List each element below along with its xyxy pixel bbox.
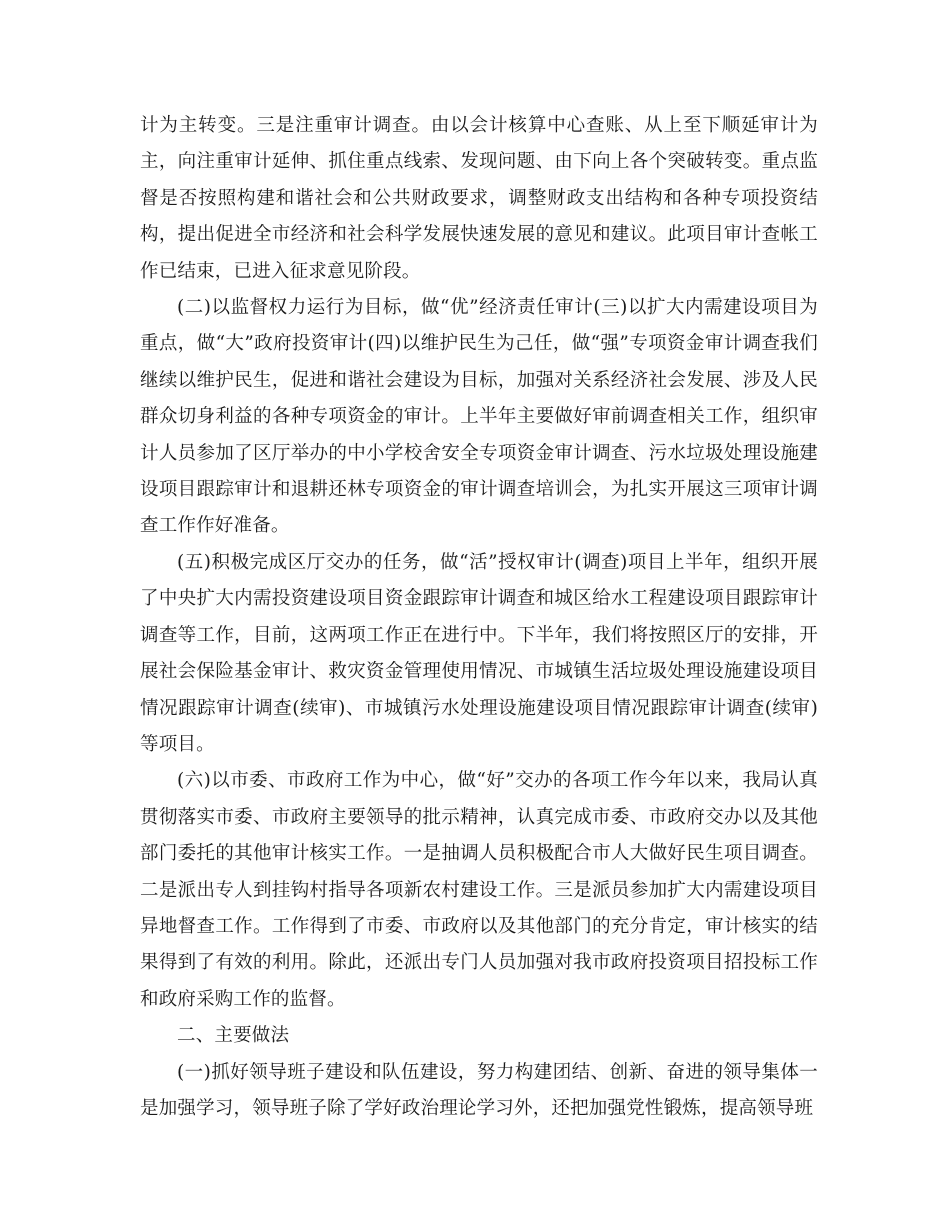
paragraph-5: (一)抓好领导班子建设和队伍建设，努力构建团结、创新、奋进的领导集体一是加强学习，领导班子除了学好政治理论学习外，还把加强党性锻炼，提高领导班 bbox=[140, 1061, 818, 1119]
paragraph-2: (二)以监督权力运行为目标，做“优”经济责任审计(三)以扩大内需建设项目为重点，做“大”政府投资审计(四)以维护民生为己任，做“强”专项资金审计调查我们继续以维护民生，促进和谐社会建设为目标，加强对关系经济社会发展、涉及人民群众切身利益的各种专项资金的审计。上半年主要做好审前调查相关工作，组织审计人员参加了区厅举办的中小学校舍安全专项资金审计调查、污水垃圾处理设施建设项目跟踪审计和退耕还林专项资金的审计调查培训会，为扎实开展这三项审计调查工作作好准备。 bbox=[140, 297, 818, 537]
paragraph-1: 计为主转变。三是注重审计调查。由以会计核算中心查账、从上至下顺延审计为主，向注重审计延伸、抓住重点线索、发现问题、由下向上各个突破转变。重点监督是否按照构建和谐社会和公共财政要求，调整财政支出结构和各种专项投资结构，提出促进全市经济和社会科学发展快速发展的意见和建议。此项目审计查帐工作已结束，已进入征求意见阶段。 bbox=[140, 115, 818, 282]
paragraph-3: (五)积极完成区厅交办的任务，做“活”授权审计(调查)项目上半年，组织开展了中央扩大内需投资建设项目资金跟踪审计调查和城区给水工程建设项目跟踪审计调查等工作，目前，这两项工作正在进行中。下半年，我们将按照区厅的安排，开展社会保险基金审计、救灾资金管理使用情况、市城镇生活垃圾处理设施建设项目情况跟踪审计调查(续审)、市城镇污水处理设施建设项目情况跟踪审计调查(续审)等项目。 bbox=[140, 551, 818, 755]
document-page bbox=[140, 108, 818, 1127]
section-heading: 二、主要做法 bbox=[177, 1025, 290, 1047]
paragraph-4: (六)以市委、市政府工作为中心，做“好”交办的各项工作今年以来，我局认真贯彻落实市委、市政府主要领导的批示精神，认真完成市委、市政府交办以及其他部门委托的其他审计核实工作。一是抽调人员积极配合市人大做好民生项目调查。二是派出专人到挂钩村指导各项新农村建设工作。三是派员参加扩大内需建设项目异地督查工作。工作得到了市委、市政府以及其他部门的充分肯定，审计核实的结果得到了有效的利用。除此，还派出专门人员加强对我市政府投资项目招投标工作和政府采购工作的监督。 bbox=[140, 770, 818, 1010]
